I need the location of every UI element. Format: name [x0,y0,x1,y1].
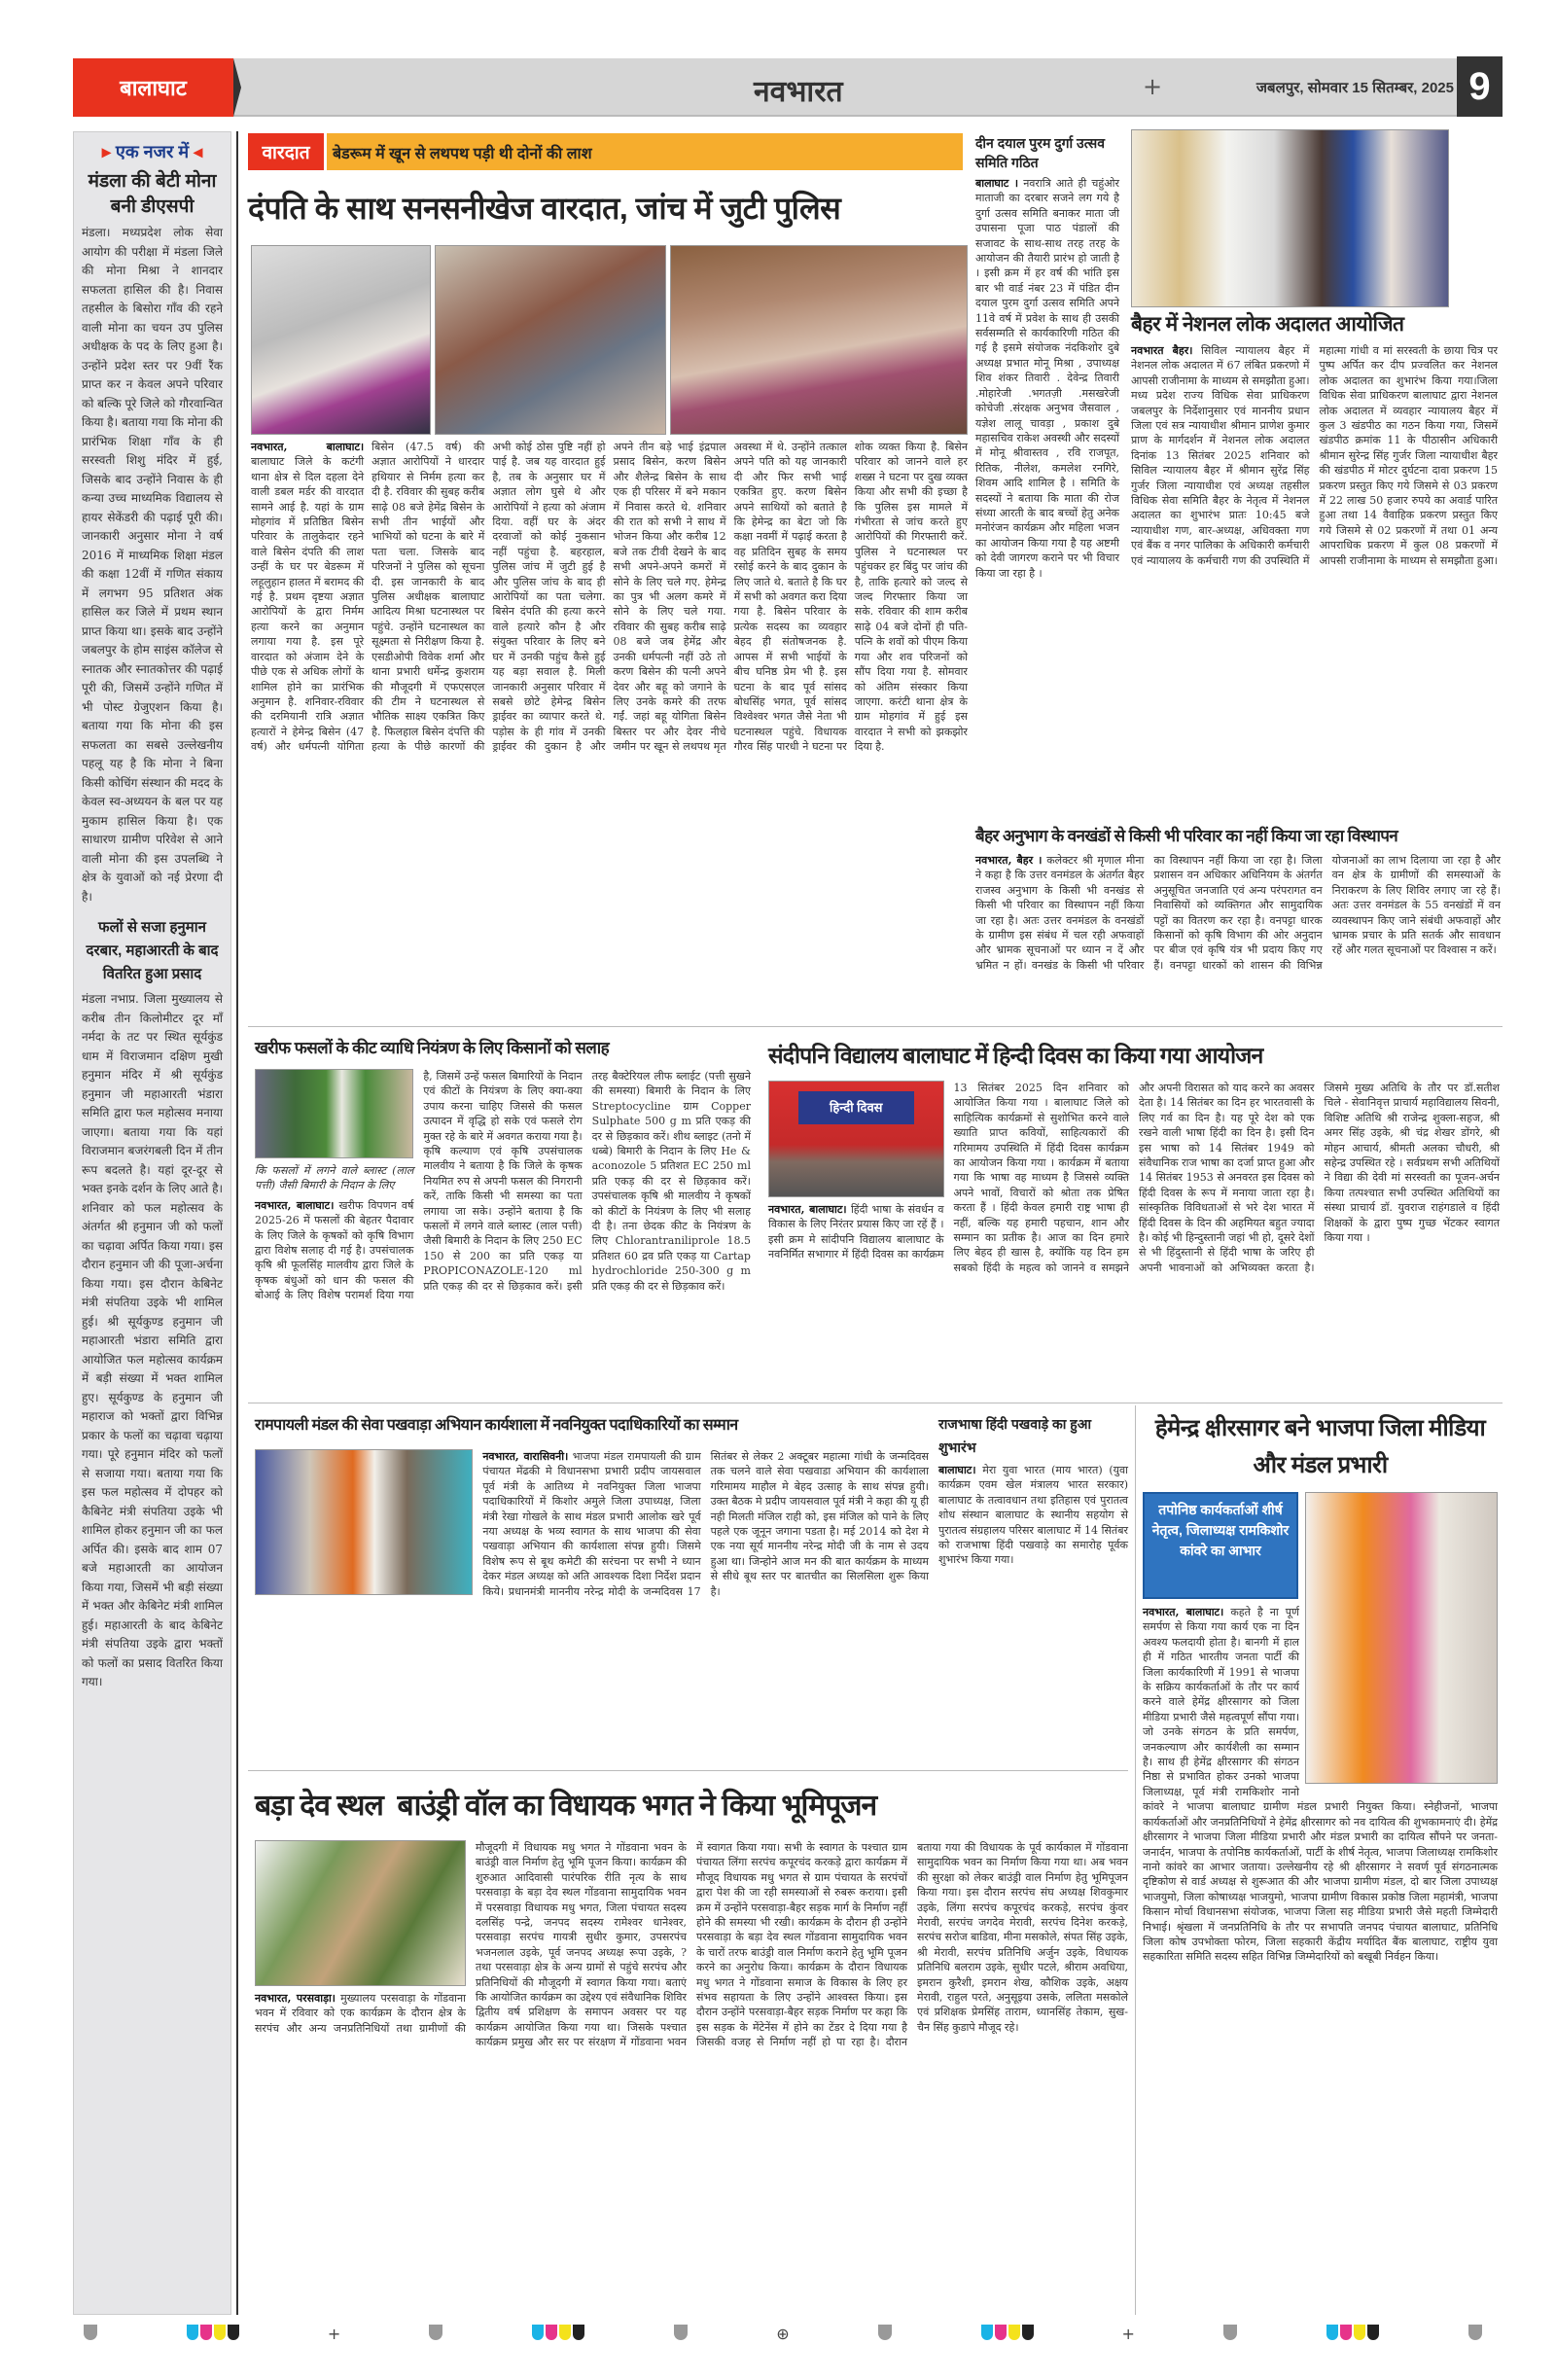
cmyk-mark-icon [1326,2325,1380,2344]
print-registration-marks [39,2325,1527,2346]
hemendra-photo [1305,1492,1498,1784]
kharif-body [255,1069,751,1303]
divider [248,1770,1128,1771]
visthapan-headline: बैहर अनुभाग के वनखंडों से किसी भी परिवार का नहीं किया जा रहा विस्थापन [975,827,1398,845]
grey-mark-icon [429,2325,442,2340]
cmyk-mark-icon [531,2325,585,2344]
durga-story [975,133,1119,581]
cmyk-mark-icon [980,2325,1035,2344]
rajbhasha-dateline: बालाघाट। [938,1464,976,1476]
durga-body-text: नवरात्रि आते ही चहुंओर माताजी का दरबार सजने लग गये है दुर्गा उत्सव समिति बनाकर माता जी उपासना पूजा पाठ पंडालों की सजावट के साथ-साथ तरह तरह के आयोजन की तैयारी प्रारंभ हो जाती है । इसी क्रम में हर वर्ष की भांति इस बार भी वार्ड नंबर 23 में पंडित दीन दयाल पुरम दुर्गा उत्सव समिति अपने 11वे वर्ष में प्रवेश के साथ ही उसकी सर्वसम्मति से कार्यकारिणी गठित की गई है इसमे संयोजक नंदकिशोर दुबे अध्यक्ष प्रभात मोनू मिश्रा , उपाध्यक्ष शिव शंकर तिवारी . देवेन्द्र तिवारी .मोहारेजी .भगतज़ी .मसखरेजी कोचेजी .संरक्षक अनुभव जैसवाल , यज्ञेश लालू चावड़ा , प्रकाश दुबे महासचिव राकेश अवस्थी और सदस्यों में मोनू श्रीवास्तव , रवि राजपूत, रितिक, नीलेश, कमलेश रनगिरे, शिवम आदि शामिल है । समिति के सदस्यों ने बताया कि माता की रोज संध्या आरती के बाद बच्चों हेतु अनेक मनोरंजन कार्यक्रम और महिला भजन का आयोजन किया गया है यह अष्टमी को देवी जागरण कराने पर भी विचार किया जा रहा है । [975,177,1119,580]
hindi-diwas-photo [768,1081,944,1197]
rajbhasha-body [938,1463,1128,1568]
lok-adalat-photo [1131,129,1449,307]
durga-headline: दीन दयाल पुरम दुर्गा उत्सव समिति गठित [975,135,1105,170]
grey-mark-icon [1223,2325,1237,2340]
grey-mark-icon [878,2325,892,2340]
bhoomipujan-body-text: मुख्यालय परसवाड़ा के गोंडवाना भवन में रविवार को एक कार्यक्रम के दौरान क्षेत्र के सरपंच और अन्य जनप्रतिनिधियों तथा ग्रामीणों की मौजूदगी में विधायक मधु भगत ने गोंडवाना भवन के बाउंड्री वाल निर्माण हेतु भूमि पूजन किया। कार्यक्रम की शुरुआत आदिवासी पारंपरिक रीति नृत्य के साथ परसवाड़ा के बड़ा देव स्थल गोंडवाना सामुदायिक भवन में परसवाड़ा विधायक मधु भगत, जिला पंचायत सदस्य दलसिंह पन्द्रे, जनपद सदस्य रामेश्वर धानेश्वर, परसवाड़ा सरपंच गायत्री सुधीर कुमार, उपसरपंच भजनलाल उइके, पूर्व जनपद अध्यक्ष रूपा उइके, ? तथा परसवाड़ा क्षेत्र के अन्य ग्रामों से पहुंचे सरपंच और प्रतिनिधियों की मौजूदगी में स्वागत किया गया। बताएं कि आयोजित कार्यक्रम का उद्देश्य एवं संवैधानिक शिविर द्वितीय वर्ष प्रशिक्षण के समापन अवसर पर यह कार्यक्रम आयोजित किया गया था। जिसके पश्चात कार्यक्रम प्रमुख और सर पर संरक्षण में गोंडवाना भवन में स्वागत किया गया। सभी के स्वागत के पश्चात ग्राम पंचायत लिंगा सरपंच कपूरचंद करकड़े द्वारा कार्यक्रम में मौजूद विधायक मधु भगत से ग्राम पंचायत के सरपंचों द्वारा पेश की जा रही समस्याओं से रुबरू कराया। इसी क्रम में उन्होंने परसवाड़ा-बैहर सड़क मार्ग के निर्माण नहीं होने की समस्या भी रखी। कार्यक्रम के दौरान ही उन्होंने परसवाड़ा के बड़ा देव स्थल गोंडवाना सामुदायिक भवन के चारों तरफ बाउंड्री वाल निर्माण कराने हेतु भूमि पूजन करने का अनुरोध किया। कार्यक्रम के दौरान विधायक मधु भगत ने गोंडवाना समाज के विकास के लिए हर संभव सहायता के लिए उन्होंने आश्वस्त किया। इस दौरान उन्होंने परसवाड़ा-बैहर सड़क निर्माण पर कहा कि इस सड़क के मेंटेनेंस में होने का टेंडर दे दिया गया है जिसकी वजह से निर्माण नहीं हो पा रहा है। दौरान बताया गया की विधायक के पूर्व कार्यकाल में गोंडवाना सामुदायिक भवन का निर्माण किया गया था। अब भवन की सुरक्षा को लेकर बाउंड्री वाल निर्माण हेतु भूमिपूजन किया गया। इस दौरान सरपंच संघ अध्यक्ष शिवकुमार उइके, लिंगा सरपंच कपूरचंद करकड़े, सरपंच कुंवर मेरावी, सरपंच जगदेव मेरावी, सरपंच दिनेश करकड़े, सरपंच सरोज बाडिवा, मीना मसकोले, संपत सिंह उइके, श्री मेरावी, सरपंच प्रतिनिधि अर्जुन उइके, विधायक प्रतिनिधि बलराम उइके, सुधीर पटले, श्रीराम अवधिया, इमरान कुरैशी, इमरान शेख, कौशिक उइके, अक्षय मेरावी, राहुल परते, अनुसूइया उसके, ललिता मसकोले एवं प्रशिक्षक प्रेमसिंह ताराम, ध्यानसिंह तेकाम, सुख-चैन सिंह कुडापे मौजूद रहे। [255,1841,1129,2049]
crosshair-icon: + [1121,2325,1135,2343]
section-arrow [233,58,241,117]
crime-tag-text: वारदात [262,143,310,163]
crosshair-icon: ⊕ [776,2325,790,2343]
lok-adalat-headline: बैहर में नेशनल लोक अदालत आयोजित [1131,313,1404,336]
hindi-diwas-banner: हिन्दी दिवस [798,1091,914,1124]
sidebar-title-text: एक नजर में [115,142,190,161]
hemendra-box [1143,1492,1298,1599]
hindi-diwas-body-text: हिंदी भाषा के संवर्धन व विकास के लिए निरंतर प्रयास किए जा रहें हैं । इसी क्रम मे सांदीपनि विद्यालय बालाघाट के नवनिर्मित सभागार में हिंदी दिवस का कार्यक्रम 13 सितंबर 2025 दिन शनिवार को आयोजित किया गया । बालाघाट जिले को साहित्यिक कार्यक्रमों से सुशोभित करने वाले ख्याति प्राप्त कवियों, साहित्यकारों की गरिमामय उपस्थिति में हिंदी दिवस कार्यक्रम का आयोजन किया गया । कार्यक्रम में बताया गया कि भाषा वह माध्यम है जिससे व्यक्ति अपने भावों, विचारों को श्रोता तक प्रेषित करता हैं । हिंदी केवल हमारी राष्ट्र भाषा ही नहीं, बल्कि यह हमारी पहचान, शान और सम्मान का प्रतीक है। आज का दिन हमारे लिए बेहद ही खास है, क्योंकि यह दिन हम सबको हिंदी के महत्व को जानने व समझने और अपनी विरासत को याद करने का अवसर देता है। 14 सितंबर का दिन हर भारतवासी के लिए गर्व का दिन है। यह पूरे देश को एक रखने वाली भाषा हिंदी का दिन है। इसी दिन इस भाषा को 14 सितंबर 1949 को संवैधानिक राज भाषा का दर्जा प्राप्त हुआ और 14 सितंबर 1953 से अनवरत इस दिवस को हिंदी दिवस के रूप में मनाया जाता रहा है। सांस्कृतिक विविधताओं से भरे देश भारत में हिंदी दिवस के दिन की अहमियत बहुत ज्यादा है। कोई भी हिन्दुस्तानी जहां भी हो, दूसरे देशों से भी हिंदुस्तानी से हिंदी भाषा के जरिए ही अपनी भावनाओं को अभिव्यक्त करता है। जिसमे मुख्य अतिथि के तौर पर डॉ.सतीश चिले - सेवानिवृत्त प्राचार्य महाविद्यालय सिवनी, विशिष्ट अतिथि श्री राजेन्द्र शुक्ला-सहज, श्री अमर सिंह उइके, श्री चंद्र शेखर डोंगरे, श्री मोहन आचार्य, श्रीमती अलका चौधरी, श्री सहेन्द्र उपस्थित रहे । सर्वप्रथम सभी अतिथियों ने विद्या की देवी मां सरस्वती का पूजन-अर्चन किया तत्पश्चात सभी उपस्थित अतिथियों का संस्था प्राचार्य डॉ. युवराज राहंगडाले व हिंदी शिक्षकों के द्वारा पुष्प गुच्छ भेंटकर स्वागत किया गया । [768,1082,1500,1274]
lok-adalat-story [1131,129,1498,568]
crime-tag [248,133,324,170]
rampayali-story [255,1408,929,1599]
rajbhasha-headline: राजभाषा हिंदी पखवाड़े का हुआ शुभारंभ [938,1416,1092,1455]
divider [248,1026,1503,1027]
column-divider [236,131,238,2315]
hemendra-dateline: नवभारत, बालाघाट। [1143,1606,1224,1618]
bhoomipujan-photo [255,1840,466,1986]
sidebar-title: ▸ एक नजर में ◂ [101,142,203,161]
victim-photo [435,245,666,435]
rampayali-dateline: नवभारत, वारासिवनी। [482,1450,569,1463]
bhoomipujan-headline: बड़ा देव स्थल बाउंड्री वॉल का विधायक भगत ने किया भूमिपूजन [255,1790,877,1822]
lok-adalat-dateline: नवभारत बैहर। [1131,344,1193,357]
divider [1135,1405,1136,2315]
lok-adalat-body [1131,343,1498,568]
crime-dateline: नवभारत, बालाघाट। [251,441,365,453]
kharif-body-text: खरीफ विपणन वर्ष 2025-26 में फसलों की बेहतर पैदावार के लिए जिले के कृषकों को कृषि विभाग द्वारा विशेष सलाह दी गई है। उपसंचालक कृषि श्री फूलसिंह मालवीय द्वारा जिले के कृषक बंधुओं को धान की फसल की बोआई के लिए विशेष परामर्श दिया गया है, जिसमें उन्हें फसल बिमारियों के निदान एवं कीटों के नियंत्रण के लिए क्या-क्या उपाय करना चाहिए जिससे की फसल उत्पादन में वृद्धि हो सके एवं फसले रोग मुक्त रहे के बारे में अवगत कराया गया है। कृषि कल्याण एवं कृषि उपसंचालक मालवीय ने बताया है कि जिले के कृषक नियमित रुप से अपनी फसल की निगरानी करें, ताकि किसी भी समस्या का पता लगाया जा सके। उन्होंने बताया है कि फसलों में लगने वाले ब्लास्ट (लाल पत्ती) जैसी बिमारी के निदान के लिए 250 EC 150 से 200 का प्रति एकड़ या PROPICONAZOLE-120 ml प्रति एकड़ की दर से छिड़काव करें। इसी तरह बैक्टेरियल लीफ ब्लाईट (पत्ती सुखने की समस्या) बिमारी के निदान के लिए Streptocycline ग्राम Copper Sulphate 500 g m प्रति एकड़ की दर से छिड़काव करें। शीथ ब्लाइट (तनो में धब्बे) बिमारी के निदान के लिए He & aconozole 5 प्रतिशत EC 250 ml प्रति एकड़ की दर से छिड़काव करें। उपसंचालक कृषि श्री मालवीय ने कृषकों को कीटों के नियंत्रण के लिए भी सलाह दी है। तना छेदक कीट के नियंत्रण के लिए Chlorantraniliprole 18.5 प्रतिशत 60 द्रव प्रति एकड़ या Cartap hydrochloride 250-300 g m प्रति एकड़ की दर से छिड़काव करें। [255,1070,751,1302]
kharif-story [255,1034,751,1303]
cmyk-mark-icon [186,2325,240,2344]
rajbhasha-body-text: मेरा युवा भारत (माय भारत) (युवा कार्यक्रम एवम खेल मंत्रालय भारत सरकार) बालाघाट के तत्वावधान तथा इतिहास एवं पुरातत्व शोध संस्थान बालाघाट के स्थानीय सहयोग से पुरातत्व संग्रहालय परिसर बालाघाट में 14 सितंबर को राजभाषा हिंदी पखवाड़े का समारोह पूर्वक शुभारंभ किया गया। [938,1464,1128,1567]
grey-mark-icon [84,2325,97,2340]
bhoomipujan-dateline: नवभारत, परसवाड़ा। [255,1992,336,2005]
hemendra-story [1143,1410,1498,1965]
section-name: बालाघाट [120,76,187,100]
sidebar-story2-body: मंडला नभाप्र. जिला मुख्यालय से करीब तीन किलोमीटर दूर माँ नर्मदा के तट पर स्थित सूर्यकुंड धाम में विराजमान दक्षिण मुखी हनुमान मंदिर में श्री सूर्यकुंड हनुमान जी महाआरती भंडारा समिति द्वारा फल महोत्सव मनाया जाएगा। बताया गया कि यहां विराजमान बजरंगबली दिन में तीन रूप बदलते है। यहां दूर-दूर से भक्त इनके दर्शन के लिए आते है। शनिवार को फल महोत्सव के अंतर्गत श्री हनुमान जी को फलों का चढ़ावा अर्पित किया गया। इस दौरान हनुमान जी की पूजा-अर्चना किया गया। इस दौरान केबिनेट मंत्री संपतिया उइके भी शामिल हुई। श्री सूर्यकुण्ड हनुमान जी महाआरती भंडारा समिति द्वारा आयोजित फल महोत्सव कार्यक्रम में बड़ी संख्या में भक्त शामिल हुए। सूर्यकुण्ड के हनुमान जी महाराज को भक्तों द्वारा विभिन्न प्रकार के फलों का चढ़ावा चढ़ाया गया। पूरे हनुमान मंदिर को फलों से सजाया गया। बताया गया कि इस फल महोत्सव में दोपहर को कैबिनेट मंत्री संपतिया उइके भी शामिल होकर हनुमान जी का फल अर्पित की। इसके बाद शाम 07 बजे महाआरती का आयोजन किया गया, जिसमें भी बड़ी संख्या में भक्त और केबिनेट मंत्री शामिल हुई। महाआरती के बाद केबिनेट मंत्री संपतिया उइके द्वारा भक्तों को फलों का प्रसाद वितरित किया गया। [82,992,223,1688]
grey-mark-icon [1468,2325,1482,2340]
crime-headline: दंपति के साथ सनसनीखेज वारदात, जांच में जुटी पुलिस [248,191,841,226]
sidebar-story1-headline: मंडला की बेटी मोना बनी डीएसपी [88,171,217,217]
sidebar-ek-nazar [73,131,231,2315]
visthapan-body-text: कलेक्टर श्री मृणाल मीना ने कहा है कि उत्तर वनमंडल के अंतर्गत बैहर राजस्व अनुभाग के किसी भी वनखंड से किसी भी परिवार का विस्थापन नहीं किया जा रहा है। अतः उत्तर वनमंडल के वनखंडों के ग्रामीण इस संबंध में चल रही अफवाहों और भ्रामक सूचनाओं पर ध्यान न दें और भ्रमित न हों। वनखंड के किसी भी परिवार का विस्थापन नहीं किया जा रहा है। जिला प्रशासन वन अधिकार अधिनियम के अंतर्गत अनुसूचित जनजाति एवं अन्य परंपरागत वन निवासियों को व्यक्तिगत और सामुदायिक पट्टों का वितरण कर रहा है। वनपट्टा धारक किसानों को कृषि विभाग की ओर अनुदान पर बीज एवं कृषि यंत्र भी प्रदाय किए गए हैं। वनपट्टा धारकों को शासन की विभिन्न योजनाओं का लाभ दिलाया जा रहा है और वन क्षेत्र के ग्रामीणों की समस्याओं के निराकरण के लिए शिविर लगाए जा रहे हैं। अतः उत्तर वनमंडल के 55 वनखंडों में वन व्यवस्थापन किए जाने संबंधी अफवाहों और भ्रामक प्रचार के प्रति सतर्क और सावधान रहें और गलत सूचनाओं पर विश्वास न करें। [975,854,1501,972]
visthapan-story [975,825,1501,973]
page-number: 9 [1457,56,1503,117]
kharif-headline: खरीफ फसलों के कीट व्याधि नियंत्रण के लिए किसानों को सलाह [255,1039,610,1057]
crosshair-icon: + [1143,73,1163,100]
bed-photo [670,245,968,435]
section-label [73,58,233,117]
hemendra-headline: हेमेन्द्र क्षीरसागर बने भाजपा जिला मीडिया और मंडल प्रभारी [1154,1415,1486,1478]
rampayali-photo [255,1449,473,1595]
lok-adalat-body-text: सिविल न्यायालय बैहर में नेशनल लोक अदालत में 67 लंबित प्रकरणो में आपसी राजीनामा के माध्यम से समझौता हुआ। मध्य प्रदेश राज्य विधिक सेवा प्राधिकरण जबलपुर के निर्देशानुसार एवं माननीय प्रधान जिला एवं सत्र न्यायाधीश श्रीमान प्राणेश कुमार प्राण के मार्गदर्शन में नेशनल लोक अदालत दिनांक 13 सितंबर 2025 शनिवार को सिविल न्यायालय बैहर में श्रीमान सुरेंद्र सिंह गुर्जर जिला न्यायाधीश एवं अध्यक्ष तहसील विधिक सेवा समिति बैहर के नेतृत्व में नेशनल अदालत का शुभारंभ प्रातः 10:45 बजे न्यायाधीश गण, बार-अध्यक्ष, अधिवक्ता गण एवं बैंक व नगर पालिका के अधिकारी कर्मचारी एवं न्यायालय के कर्मचारी गण की उपस्थिति में महात्मा गांधी व मां सरस्वती के छाया चित्र पर पुष्प अर्पित कर दीप प्रज्वलित कर नेशनल लोक अदालत का शुभारंभ किया गया।जिला विधिक सेवा प्राधिकरण बालाघाट द्वारा नेशनल लोक अदालत में व्यवहार न्यायालय बैहर में कुल 3 खंडपीठ का गठन किया गया, जिसमें खंडपीठ क्रमांक 11 के पीठासीन अधिकारी श्रीमान सुरेन्द्र सिंह गुर्जर जिला न्यायाधीश बैहर की खंडपीठ में मोटर दुर्घटना दावा प्रकरण 15 प्रकरण प्रस्तुत किए गये जिसमे से 03 प्रकरण में 22 लाख 50 हजार रुपये का अवार्ड पारित हुआ तथा 14 वैवाहिक प्रकरण प्रस्तुत किए गये जिसमे से 02 प्रकरणों में तथा 01 अन्य आपराधिक प्रकरण में कुल 08 प्रकरणों में आपसी राजीनामा के माध्यम से समझौता हुआ। [1131,344,1498,567]
hemendra-body-text: कहते है ना पूर्ण समर्पण से किया गया कार्य एक ना दिन अवश्य फलदायी होता है। बानगी में हाल ही में गठित भारतीय जनता पार्टी की जिला कार्यकारिणी में 1991 से भाजपा के सक्रिय कार्यकर्ताओं के तौर पर कार्य करने वाले हेमेंद्र क्षीरसागर को जिला मीडिया प्रभारी जैसे महत्वपूर्ण सौंपा गया। जो उनके संगठन के प्रति समर्पण, जनकल्याण और कार्यशैली का सम्मान है। साथ ही हेमेंद्र क्षीरसागर की संगठन निष्ठा से प्रभावित होकर उनको भाजपा जिलाध्यक्ष, पूर्व मंत्री रामकिशोर नानो कांवरे ने भाजपा बालाघाट ग्रामीण मंडल प्रभारी नियुक्त किया। स्नेहीजनों, भाजपा कार्यकर्ताओं और जनप्रतिनिधियों ने हेमेंद्र क्षीरसागर को नव दायित्व की शुभकामनाएं दी। हेमेंद्र क्षीरसागर ने भाजपा जिला मीडिया प्रभारी और मंडल प्रभारी का दायित्व सौंपने पर जनता-जनार्दन, भाजपा के तपोनिष्ठ कार्यकर्ताओं, पार्टी के शीर्ष नेतृत्व, भाजपा जिलाध्यक्ष रामकिशोर नानो कांवरे का आभार जताया। उल्लेखनीय रहे श्री क्षीरसागर ने सवर्ण पूर्व संगठनात्मक दृष्टिकोण से वार्ड अध्यक्ष से शुरूआत की और भाजपा ग्रामीण मंडल, दो बार जिला उपाध्यक्ष भाजयुमो, जिला कोषाध्यक्ष भाजयुमो, भाजपा ग्रामीण विकास प्रकोष्ठ जिला महामंत्री, भाजपा किसान मोर्चा विधानसभा संयोजक, भाजपा जिला सह मीडिया प्रभारी जैसे महती जिम्मेदारी निभाई। श्रृंखला में जनप्रतिनिधि के तौर पर सभापति जनपद पंचायत बालाघाट, प्रतिनिधि जिला कोष उपभोक्ता फोरम, जिला सहकारी केंद्रीय मर्यादित बैंक बालाघाट, राष्ट्रीय युवा सहकारिता समिति सदस्य सहित विभिन्न जिम्मेदारियों को बखूबी निर्वहन किया। [1143,1606,1498,1964]
hindi-diwas-dateline: नवभारत, बालाघाट। [768,1203,847,1216]
rampayali-body [255,1449,929,1599]
visthapan-body [975,853,1501,973]
crime-body [251,440,968,755]
kharif-dateline: नवभारत, बालाघाट। [255,1198,335,1212]
couple-photo [251,245,431,435]
rampayali-headline: रामपायली मंडल की सेवा पखवाड़ा अभियान कार्यशाला में नवनियुक्त पदाधिकारियों का सम्मान [255,1417,738,1434]
crime-kicker-text: बेडरूम में खून से लथपथ पड़ी थी दोनों की लाश [333,146,592,162]
hindi-diwas-headline: संदीपनि विद्यालय बालाघाट में हिन्दी दिवस का किया गया आयोजन [768,1043,1263,1068]
hemendra-box-text: तपोनिष्ठ कार्यकर्ताओं शीर्ष नेतृत्व, जिलाध्यक्ष रामकिशोर कांवरे का आभार [1151,1502,1290,1558]
grey-mark-icon [674,2325,688,2340]
hindi-diwas-body [768,1081,1500,1275]
durga-dateline: बालाघाट । [975,177,1019,190]
bhoomipujan-story [255,1778,1128,2050]
rampayali-body-text: भाजपा मंडल रामपायली की ग्राम पंचायत मेंढकी मे विधानसभा प्रभारी प्रदीप जायसवाल पूर्व मंत्री के आतिथ्य मे नवनियुक्त जिला भाजपा पदाधिकारियों में किशोर अमुले जिला उपाध्यक्ष, जिला मंत्री रेखा गोखले के साथ मंडल प्रभारी आलोक खरे पूर्व नया अध्यक्ष के भव्य स्वागत के साथ भाजपा की सेवा पखवाड़ा अभियान की कार्यशाला संपन्न हुयी। जिसमे विशेष रूप से बूथ कमेटी की सरंचना पर सभी ने ध्यान देकर मंडल अध्यक्ष को अति आवश्यक दिशा निर्देश प्रदान किये। प्रधानमंत्री माननीय नरेन्द्र मोदी के जन्मदिवस 17 सितंबर से लेकर 2 अक्टूबर महात्मा गांधी के जन्मदिवस तक चलने वाले सेवा पखवाडा अभियान की कार्यशाला गरिमामय माहौल मे बेहद उत्साह के साथ संपन्न हुयी। उक्त बैठक मे प्रदीप जायसवाल पूर्व मंत्री ने कहा की यू ही नही मिलती मंजिल राही को, इस मंजिल को पाने के लिए पहले एक जूनून जगाना पडता है। मई 2014 को देश मे एक नया सूर्य माननीय नरेन्द्र मोदी जी के नाम से उदय हुआ था। जिन्होने आज मन की बात कार्यक्रम के माध्यम से सीधे बूथ स्तर पर बातचीत का सिलसिला शुरू किया है। [482,1450,929,1598]
kharif-photo [255,1069,413,1158]
crosshair-icon: + [327,2325,341,2343]
durga-body [975,176,1119,581]
issue-date: जबलपुर, सोमवार 15 सितम्बर, 2025 [1255,80,1454,96]
sidebar-story1-body: मंडला। मध्यप्रदेश लोक सेवा आयोग की परीक्षा में मंडला जिले की मोना मिश्रा ने शानदार सफलता हासिल की है। निवास तहसील के बिसोरा गाँव की रहने वाली मोना का चयन उप पुलिस अधीक्षक के पद के लिए हुआ है। उन्होंने प्रदेश स्तर पर 9वीं रैंक प्राप्त कर न केवल अपने परिवार को बल्कि पूरे जिले को गौरवान्वित किया है। बताया गया कि मोना की प्रारंभिक शिक्षा गाँव के ही सरस्वती शिशु मंदिर में हुई, जिसके बाद उन्होंने निवास के ही कन्या उच्च माध्यमिक विद्यालय से हायर सेकेंडरी की पढ़ाई पूरी की। जानकारी अनुसार मोना ने वर्ष 2016 में माध्यमिक शिक्षा मंडल की कक्षा 12वीं में गणित संकाय में लगभग 95 प्रतिशत अंक हासिल कर जिले में प्रथम स्थान प्राप्त किया था। इसके बाद उन्होंने जबलपुर के होम साइंस कॉलेज से स्नातक और स्नातकोत्तर की पढ़ाई पूरी की, जिसमें उन्होंने गणित में भी पोस्ट ग्रेजुएशन किया है। बताया गया कि मोना की इस सफलता का सबसे उल्लेखनीय पहलू यह है कि मोना ने बिना किसी कोचिंग संस्थान की मदद के केवल स्व-अध्ययन के बल पर यह मुकाम हासिल किया है। एक साधारण ग्रामीण परिवेश से आने वाली मोना की इस उपलब्धि ने क्षेत्र के युवाओं को नई प्रेरणा दी है। [82,226,223,904]
masthead: नवभारत [754,76,843,108]
page-header [73,58,1503,117]
visthapan-dateline: नवभारत, बैहर । [975,854,1043,867]
crime-kicker [327,133,963,170]
sidebar-story2-headline: फलों से सजा हनुमान दरबार, महाआरती के बाद वितरित हुआ प्रसाद [86,919,219,982]
bhoomipujan-body [255,1840,1128,2050]
rajbhasha-story [938,1412,1128,1568]
hindi-diwas-story [768,1036,1500,1275]
kharif-caption: कि फसलों में लगने वाले ब्लास्ट (लाल पत्ती) जैसी बिमारी के निदान के लिए [255,1164,414,1192]
crime-body-text: बालाघाट जिले के कटंगी थाना क्षेत्र से दिल दहला देने वाली डबल मर्डर की वारदात सामने आई है. यहां के ग्राम मोहगांव में प्रतिष्ठित बिसेन परिवार के तालुकेदार रहने वाले बिसेन दंपति की लाश उन्हीं के घर पर बेडरूम में लहूलुहान हालत में बरामद की गई है. प्रथम दृष्टया अज्ञात आरोपियों के द्वारा निर्मम हत्या करने का अनुमान लगाया गया है. इस पूरे वारदात को अंजाम देने के पीछे एक से अधिक लोगों के शामिल होने का प्रारंभिक अनुमान है. शनिवार-रविवार की दरमियानी रात्रि अज्ञात हत्यारों ने हेमेन्द्र बिसेन (47 वर्ष) और धर्मपत्नी योगिता बिसेन (47.5 वर्ष) की अज्ञात आरोपियों ने धारदार हथियार से निर्मम हत्या कर दी है. रविवार की सुबह करीब साढ़े 08 बजे हेमेंद्र बिसेन के सभी तीन भाईयों और भाभियों को घटना के बारे में पता चला. जिसके बाद परिजनों ने पुलिस को सूचना दी. इस जानकारी के बाद पुलिस अधीक्षक बालाघाट आदित्य मिश्रा घटनास्थल पर पहुंचे. उन्होंने घटनास्थल का सूक्ष्मता से निरीक्षण किया है. एसडीओपी विवेक शर्मा और थाना प्रभारी धर्मेन्द्र कुशराम की मौजूदगी में एफएसएल की टीम ने घटनास्थल से भौतिक साक्ष्य एकत्रित किए है. फिलहाल बिसेन दंपत्ति की हत्या के पीछे कारणों की अभी कोई ठोस पुष्टि नहीं हो पाई है. जब यह वारदात हुई है, तब के अनुसार घर में अज्ञात लोग घुसे थे और आरोपियों ने हत्या को अंजाम दिया. वहीं घर के अंदर दरवाजों को कोई नुकसान नहीं पहुंचा है. बहरहाल, पुलिस जांच में जुटी हुई है और पुलिस जांच के बाद ही आरोपियों का पता चलेगा. बिसेन दंपति की हत्या करने वाले हत्यारे कौन है और संयुक्त परिवार के लिए बने घर में उनकी पहुंच कैसे हुई यह बड़ा सवाल है. मिली जानकारी अनुसार परिवार में सबसे छोटे हेमेन्द्र बिसेन ड्राईवर का व्यापार करते थे. पड़ोस के ही गांव में उनकी ड्राईवर की दुकान है और अपने तीन बड़े भाई इंद्रपाल प्रसाद बिसेन, करण बिसेन और शैलेन्द्र बिसेन के साथ एक ही परिसर में बने मकान में निवास करते थे. शनिवार की रात को सभी ने साथ में भोजन किया और करीब 12 बजे तक टीवी देखने के बाद सभी अपने-अपने कमरों में सोने के लिए चले गए. हेमेन्द्र का पुत्र भी अलग कमरे में सोने के लिए चले गया. रविवार की सुबह करीब साढ़े 08 बजे जब हेमेंद्र और उनकी धर्मपत्नी नहीं उठे तो करण बिसेन की पत्नी अपने देवर और बहू को जगाने के लिए उनके कमरे की तरफ गईं. जहां बहू योगिता बिसेन बिस्तर पर और देवर नीचे जमीन पर खून से लथपथ मृत अवस्था में थे. उन्होंने तत्काल अपने पति को यह जानकारी दी और फिर सभी भाई एकत्रित हुए. करण बिसेन अपने साथियों को बताते है कि हेमेन्द्र का बेटा जो कि कक्षा नवमीं में पढ़ाई करता है वह प्रतिदिन सुबह के समय रसोई करने के बाद दुकान के लिए जाते थे. बताते है कि घर में सभी को अवगत करा दिया गया है. बिसेन परिवार के प्रत्येक सदस्य का व्यवहार बेहद ही संतोषजनक है. आपस में सभी भाईयों के बीच घनिष्ठ प्रेम भी है. इस घटना के बाद पूर्व सांसद बोधसिंह भगत, पूर्व सांसद विश्वेश्वर भगत जैसे नेता भी घटनास्थल पहुंचे. विधायक गौरव सिंह पारधी ने घटना पर शोक व्यक्त किया है. बिसेन परिवार को जानने वाले हर शख्स ने घटना पर दुख व्यक्त किया और सभी की इच्छा है कि पुलिस इस मामले में गंभीरता से जांच करते हुए आरोपियों की गिरफ्तारी करें. पुलिस ने घटनास्थल पर पहुंचकर हर बिंदु पर जांच की है, ताकि हत्यारे को जल्द से जल्द गिरफ्तार किया जा सके. रविवार की शाम करीब साढ़े 04 बजे दोनों ही पति-पत्नि के शवों को पीएम किया गया और शव परिजनों को सौंप दिया गया है. सोमवार को अंतिम संस्कार किया जाएगा. करंटी थाना क्षेत्र के ग्राम मोहगांव में हुई इस वारदात ने सभी को झकझोर दिया है. [251,441,968,754]
